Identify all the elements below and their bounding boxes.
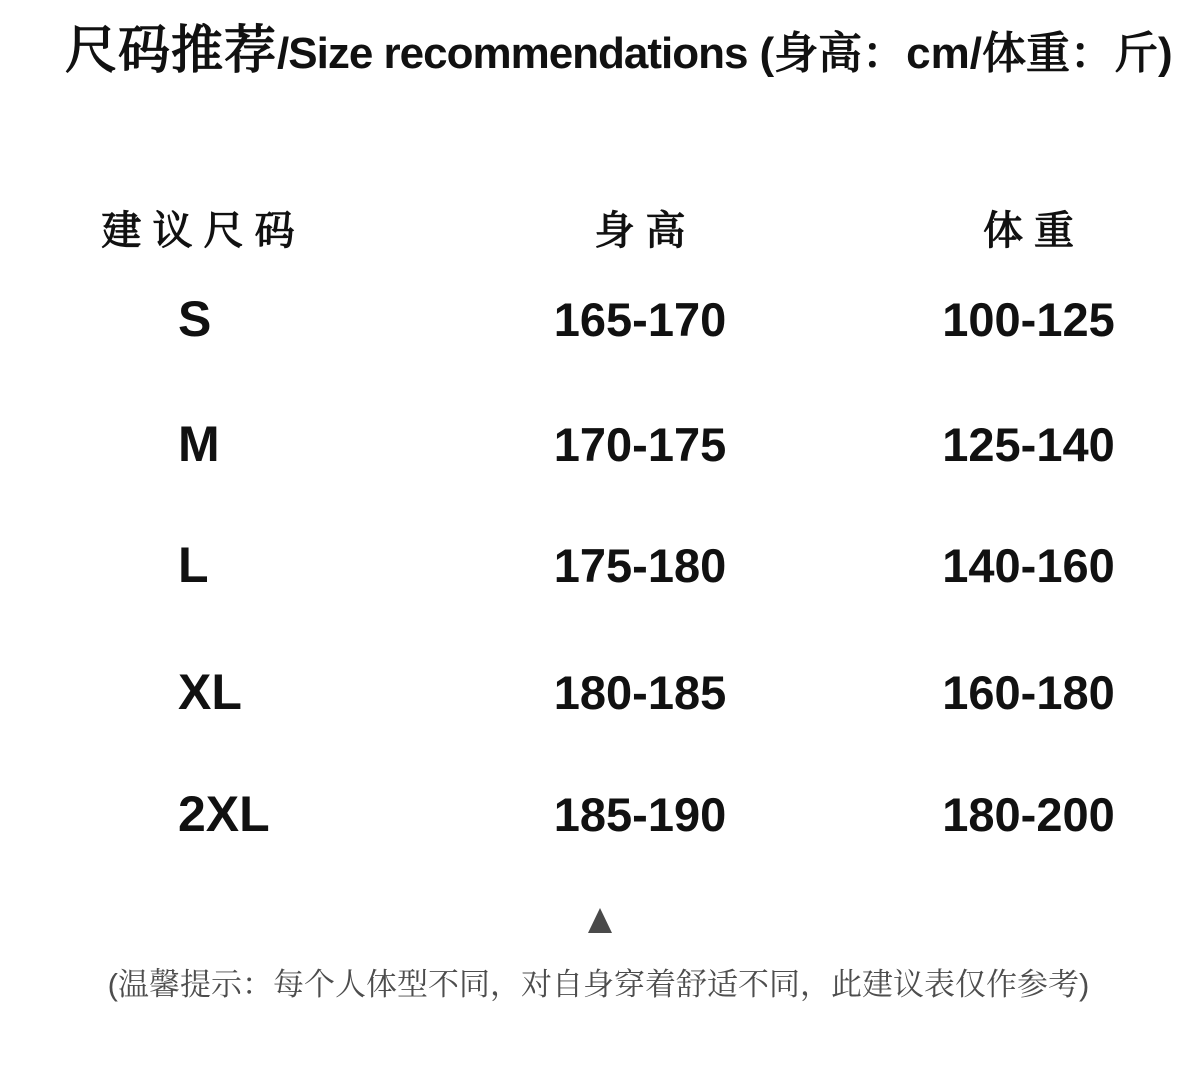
footer-note: (温馨提示：每个人体型不同，对自身穿着舒适不同，此建议表仅作参考) <box>107 967 1090 1002</box>
size-label: 2XL <box>178 786 270 842</box>
table-row <box>0 779 1197 849</box>
height-range: 185-190 <box>553 787 727 841</box>
height-range: 180-185 <box>553 665 727 719</box>
table-row <box>0 409 1197 479</box>
title-chinese: 尺码推荐 <box>65 22 278 80</box>
height-range: 175-180 <box>553 538 727 592</box>
page-title <box>65 22 1173 82</box>
height-range: 170-175 <box>553 417 727 471</box>
column-header-weight: 体 重 <box>982 208 1075 253</box>
title-english: /Size recommendations <box>277 29 748 78</box>
up-triangle-icon <box>588 908 612 933</box>
weight-range: 125-140 <box>942 417 1115 471</box>
weight-range: 180-200 <box>942 787 1115 841</box>
size-label: XL <box>178 664 242 720</box>
size-label: S <box>178 291 212 347</box>
table-header-row <box>0 192 1197 262</box>
title-units: (身高：cm/体重：斤) <box>759 29 1173 78</box>
table-row <box>0 284 1197 354</box>
weight-range: 100-125 <box>942 292 1115 346</box>
size-label: L <box>178 537 209 593</box>
column-header-size: 建 议 尺 码 <box>101 208 295 253</box>
height-range: 165-170 <box>553 292 727 346</box>
weight-range: 160-180 <box>942 665 1115 719</box>
table-row <box>0 530 1197 600</box>
column-header-height: 身 高 <box>594 208 686 253</box>
table-row <box>0 657 1197 727</box>
size-label: M <box>178 416 220 472</box>
weight-range: 140-160 <box>942 538 1115 592</box>
